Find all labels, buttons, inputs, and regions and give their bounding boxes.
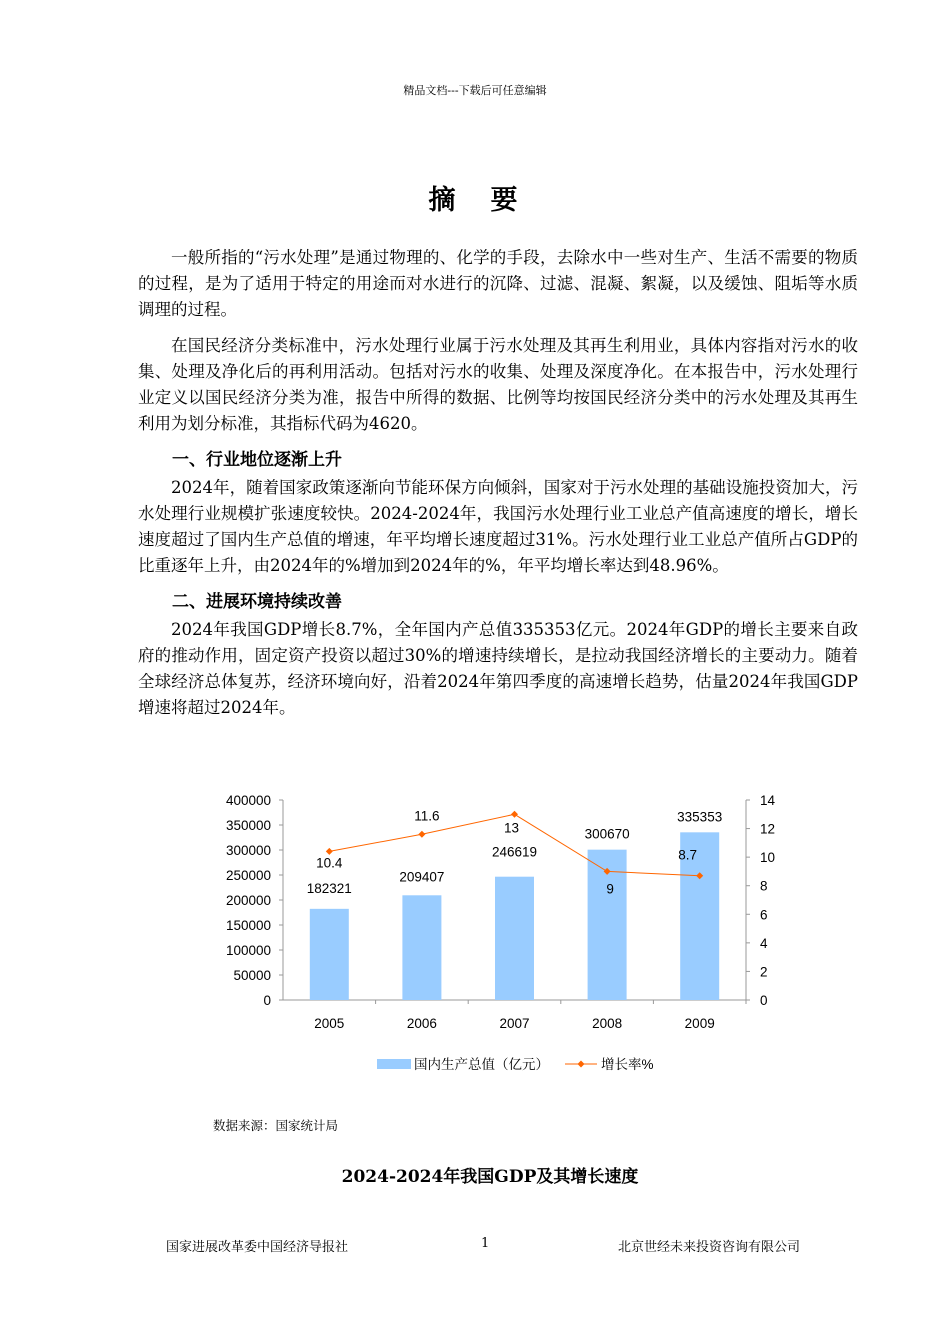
paragraph-definition: 一般所指的“污水处理”是通过物理的、化学的手段，去除水中一些对生产、生活不需要的物质的过程，是为了适用于特定的用途而对水进行的沉降、过滤、混凝、絮凝，以及缓蚀、阻垢等水质调理的过程。	[138, 248, 858, 319]
y-right-tick-label: 14	[760, 793, 776, 808]
y-left-tick-label: 200000	[225, 893, 271, 908]
y-right-tick-label: 12	[760, 821, 776, 837]
section-heading-2: 二、进展环境持续改善	[172, 592, 342, 612]
growth-rate-label: 8.7	[678, 847, 698, 863]
y-right-tick-label: 10	[760, 850, 776, 866]
gdp-bar-label: 300670	[584, 826, 630, 842]
gdp-chart-svg	[205, 782, 795, 1082]
paragraph-environment: 2024年我国GDP增长8.7%，全年国内产总值335353亿元。2024年GDP的增长主要来自政府的推动作用，固定资产投资以超过30%的增速持续增长，是拉动我国经济增长的主要动力。随着全球经济总体复苏，经济环境向好，沿着2024年第四季度的高速增长趋势，估量2024年我国GDP增速将超过2024年。	[138, 620, 858, 717]
growth-rate-label: 9	[606, 881, 614, 897]
gdp-bar	[402, 895, 441, 1000]
y-left-tick-label: 350000	[225, 818, 271, 833]
body-content	[138, 245, 858, 731]
chart-caption: 2024-2024年我国GDP及其增长速度	[341, 1167, 639, 1187]
gdp-chart	[205, 782, 795, 1082]
gdp-bar-label: 182321	[306, 880, 352, 896]
growth-rate-point	[326, 848, 333, 855]
y-right-tick-label: 2	[760, 964, 768, 980]
x-tick-label: 2007	[499, 1016, 530, 1031]
growth-rate-label: 13	[503, 820, 520, 836]
x-tick-label: 2006	[406, 1016, 437, 1031]
gdp-bar-label: 209407	[399, 869, 445, 885]
x-tick-label: 2008	[592, 1016, 623, 1031]
growth-rate-label: 10.4	[316, 855, 343, 871]
section-heading-1: 一、行业地位逐渐上升	[172, 450, 342, 470]
y-left-tick-label: 400000	[225, 793, 271, 808]
page-header: 精品文档---下载后可任意编辑	[403, 84, 547, 97]
data-source-note: 数据来源：国家统计局	[213, 1118, 339, 1133]
y-right-tick-label: 4	[760, 935, 768, 951]
growth-rate-point	[418, 831, 425, 838]
y-left-tick-label: 100000	[225, 943, 271, 958]
footer-page-number: 1	[481, 1236, 490, 1251]
y-left-tick-label: 0	[263, 993, 271, 1008]
gdp-bar-label: 246619	[491, 844, 538, 860]
growth-rate-label: 11.6	[414, 808, 440, 824]
legend-gdp-label: 国内生产总值（亿元）	[414, 1057, 549, 1072]
legend-growth-label: 增长率%	[601, 1057, 654, 1072]
y-right-tick-label: 0	[760, 993, 768, 1008]
x-tick-label: 2005	[314, 1016, 345, 1031]
gdp-bar-label: 335353	[677, 809, 723, 825]
growth-rate-point	[511, 811, 518, 818]
footer-left: 国家进展改革委中国经济导报社	[166, 1240, 349, 1255]
footer-right: 北京世经未来投资咨询有限公司	[618, 1240, 801, 1255]
legend-growth-marker	[578, 1061, 585, 1068]
y-left-tick-label: 50000	[233, 968, 271, 983]
y-left-tick-label: 250000	[225, 868, 271, 883]
page-title: 摘 要	[428, 185, 522, 216]
legend-gdp-swatch	[377, 1059, 411, 1069]
y-left-tick-label: 300000	[225, 843, 271, 858]
y-left-tick-label: 150000	[225, 918, 271, 933]
paragraph-classification: 在国民经济分类标准中，污水处理行业属于污水处理及其再生利用业，具体内容指对污水的收集、处理及净化后的再利用活动。包括对污水的收集、处理及深度净化。在本报告中，污水处理行业定义以国民经济分类为准，报告中所得的数据、比例等均按国民经济分类中的污水处理及其再生利用为划分标准，其指标代码为4620。	[138, 336, 858, 433]
paragraph-industry-status: 2024年，随着国家政策逐渐向节能环保方向倾斜，国家对于污水处理的基础设施投资加大，污水处理行业规模扩张速度较快。2024-2024年，我国污水处理行业工业总产值高速度的增长，增长速度超过了国内生产总值的增速，年平均增长速度超过31%。污水处理行业工业总产值所占GDP的比重逐年上升，由2024年的%增加到2024年的%，年平均增长率达到48.96%。	[138, 478, 858, 575]
x-tick-label: 2009	[684, 1016, 715, 1031]
gdp-bar	[310, 909, 349, 1000]
y-right-tick-label: 8	[760, 878, 768, 894]
y-right-tick-label: 6	[760, 907, 768, 923]
gdp-bar	[495, 877, 534, 1000]
